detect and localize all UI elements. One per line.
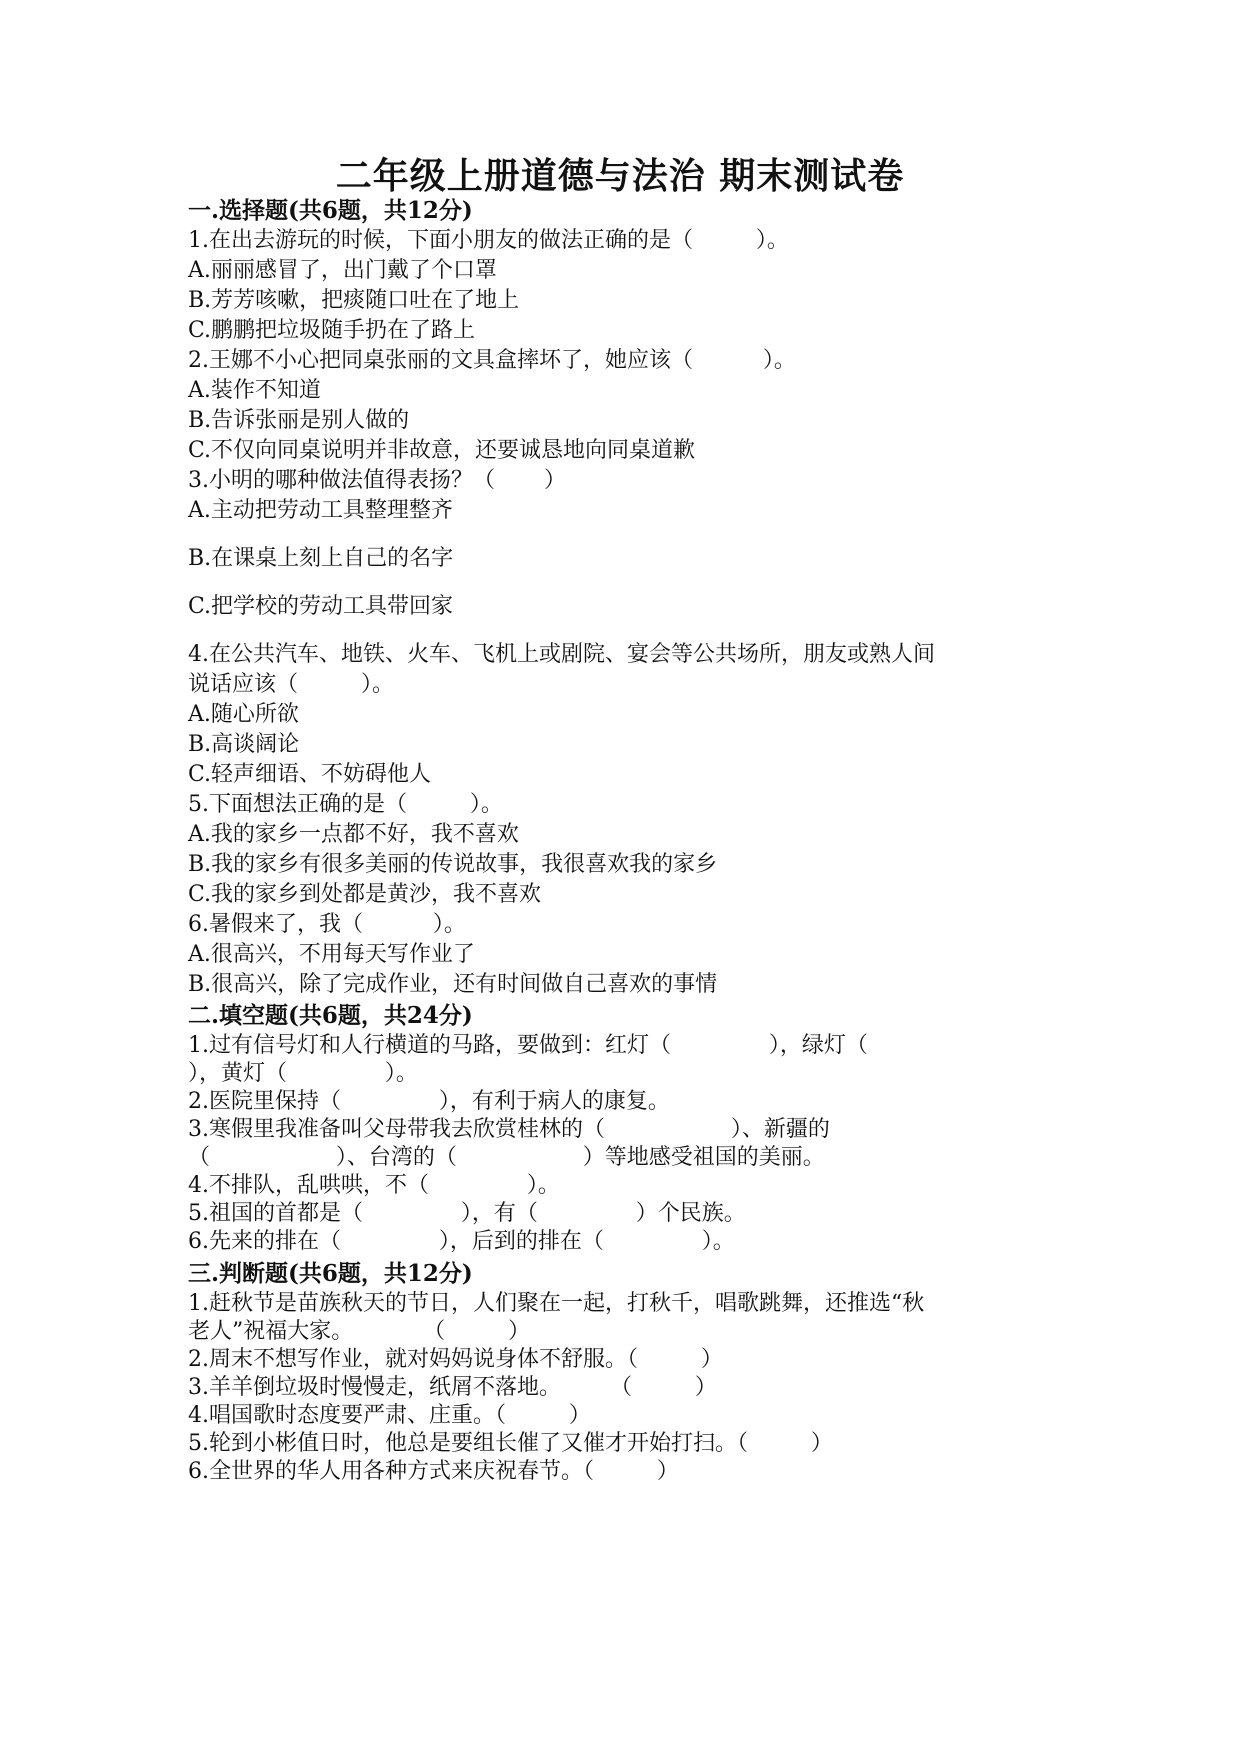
question-text: 1.赶秋节是苗族秋天的节日，人们聚在一起，打秋千，唱歌跳舞，还推选“秋	[188, 1291, 925, 1316]
option-text: C.不仅向同桌说明并非故意，还要诚恳地向同桌道歉	[188, 438, 696, 463]
option-text: C.鹏鹏把垃圾随手扔在了路上	[188, 318, 476, 343]
option-text: B.芳芳咳嗽，把痰随口吐在了地上	[188, 288, 520, 313]
question-text: 2.医院里保持（ ），有利于病人的康复。	[188, 1089, 670, 1114]
option-text: B.我的家乡有很多美丽的传说故事，我很喜欢我的家乡	[188, 852, 718, 877]
option-text: A.丽丽感冒了，出门戴了个口罩	[188, 258, 497, 283]
option-text: A.装作不知道	[188, 378, 321, 403]
question-text: 3.寒假里我准备叫父母带我去欣赏桂林的（ ）、新疆的	[188, 1117, 830, 1142]
question-text: 6.先来的排在（ ），后到的排在（ ）。	[188, 1229, 735, 1254]
page-title: 二年级上册道德与法治 期末测试卷	[335, 155, 905, 197]
option-text: B.高谈阔论	[188, 732, 300, 757]
section-heading: 一.选择题(共6题，共12分)	[188, 197, 473, 224]
section-heading: 二.填空题(共6题，共24分)	[188, 1002, 473, 1029]
option-text: A.随心所欲	[188, 702, 299, 727]
option-text: B.在课桌上刻上自己的名字	[188, 546, 454, 571]
question-text: 5.祖国的首都是（ ），有（ ）个民族。	[188, 1201, 746, 1226]
question-text: 5.下面想法正确的是（ ）。	[188, 792, 503, 817]
question-text: 6.全世界的华人用各种方式来庆祝春节。（ ）	[188, 1459, 679, 1484]
option-text: C.我的家乡到处都是黄沙，我不喜欢	[188, 882, 542, 907]
section-heading: 三.判断题(共6题，共12分)	[188, 1260, 473, 1287]
question-text: 2.周末不想写作业，就对妈妈说身体不舒服。（ ）	[188, 1347, 723, 1372]
question-text: 1.过有信号灯和人行横道的马路，要做到：红灯（ ），绿灯（	[188, 1033, 868, 1058]
question-text: 2.王娜不小心把同桌张丽的文具盒摔坏了，她应该（ ）。	[188, 348, 796, 373]
question-text: 4.唱国歌时态度要严肃、庄重。（ ）	[188, 1403, 591, 1428]
option-text: C.轻声细语、不妨碍他人	[188, 762, 432, 787]
question-text: 3.羊羊倒垃圾时慢慢走，纸屑不落地。 （ ）	[188, 1375, 717, 1400]
option-text: B.告诉张丽是别人做的	[188, 408, 410, 433]
question-text: 5.轮到小彬值日时，他总是要组长催了又催才开始打扫。（ ）	[188, 1431, 833, 1456]
option-text: A.主动把劳动工具整理整齐	[188, 498, 453, 523]
question-text: ），黄灯（ ）。	[188, 1061, 418, 1086]
question-text: 3.小明的哪种做法值得表扬？（ ）	[188, 468, 566, 493]
question-text: 6.暑假来了，我（ ）。	[188, 912, 466, 937]
option-text: B.很高兴，除了完成作业，还有时间做自己喜欢的事情	[188, 972, 718, 997]
question-text: 老人”祝福大家。 （ ）	[188, 1319, 531, 1344]
option-text: A.很高兴，不用每天写作业了	[188, 942, 475, 967]
option-text: A.我的家乡一点都不好，我不喜欢	[188, 822, 519, 847]
question-text: 说话应该（ ）。	[188, 672, 394, 697]
option-text: C.把学校的劳动工具带回家	[188, 594, 454, 619]
question-text: 4.在公共汽车、地铁、火车、飞机上或剧院、宴会等公共场所，朋友或熟人间	[188, 642, 935, 667]
question-text: 4.不排队，乱哄哄，不（ ）。	[188, 1173, 560, 1198]
question-text: （ ）、台湾的（ ）等地感受祖国的美丽。	[188, 1145, 825, 1170]
question-text: 1.在出去游玩的时候，下面小朋友的做法正确的是（ ）。	[188, 228, 789, 253]
